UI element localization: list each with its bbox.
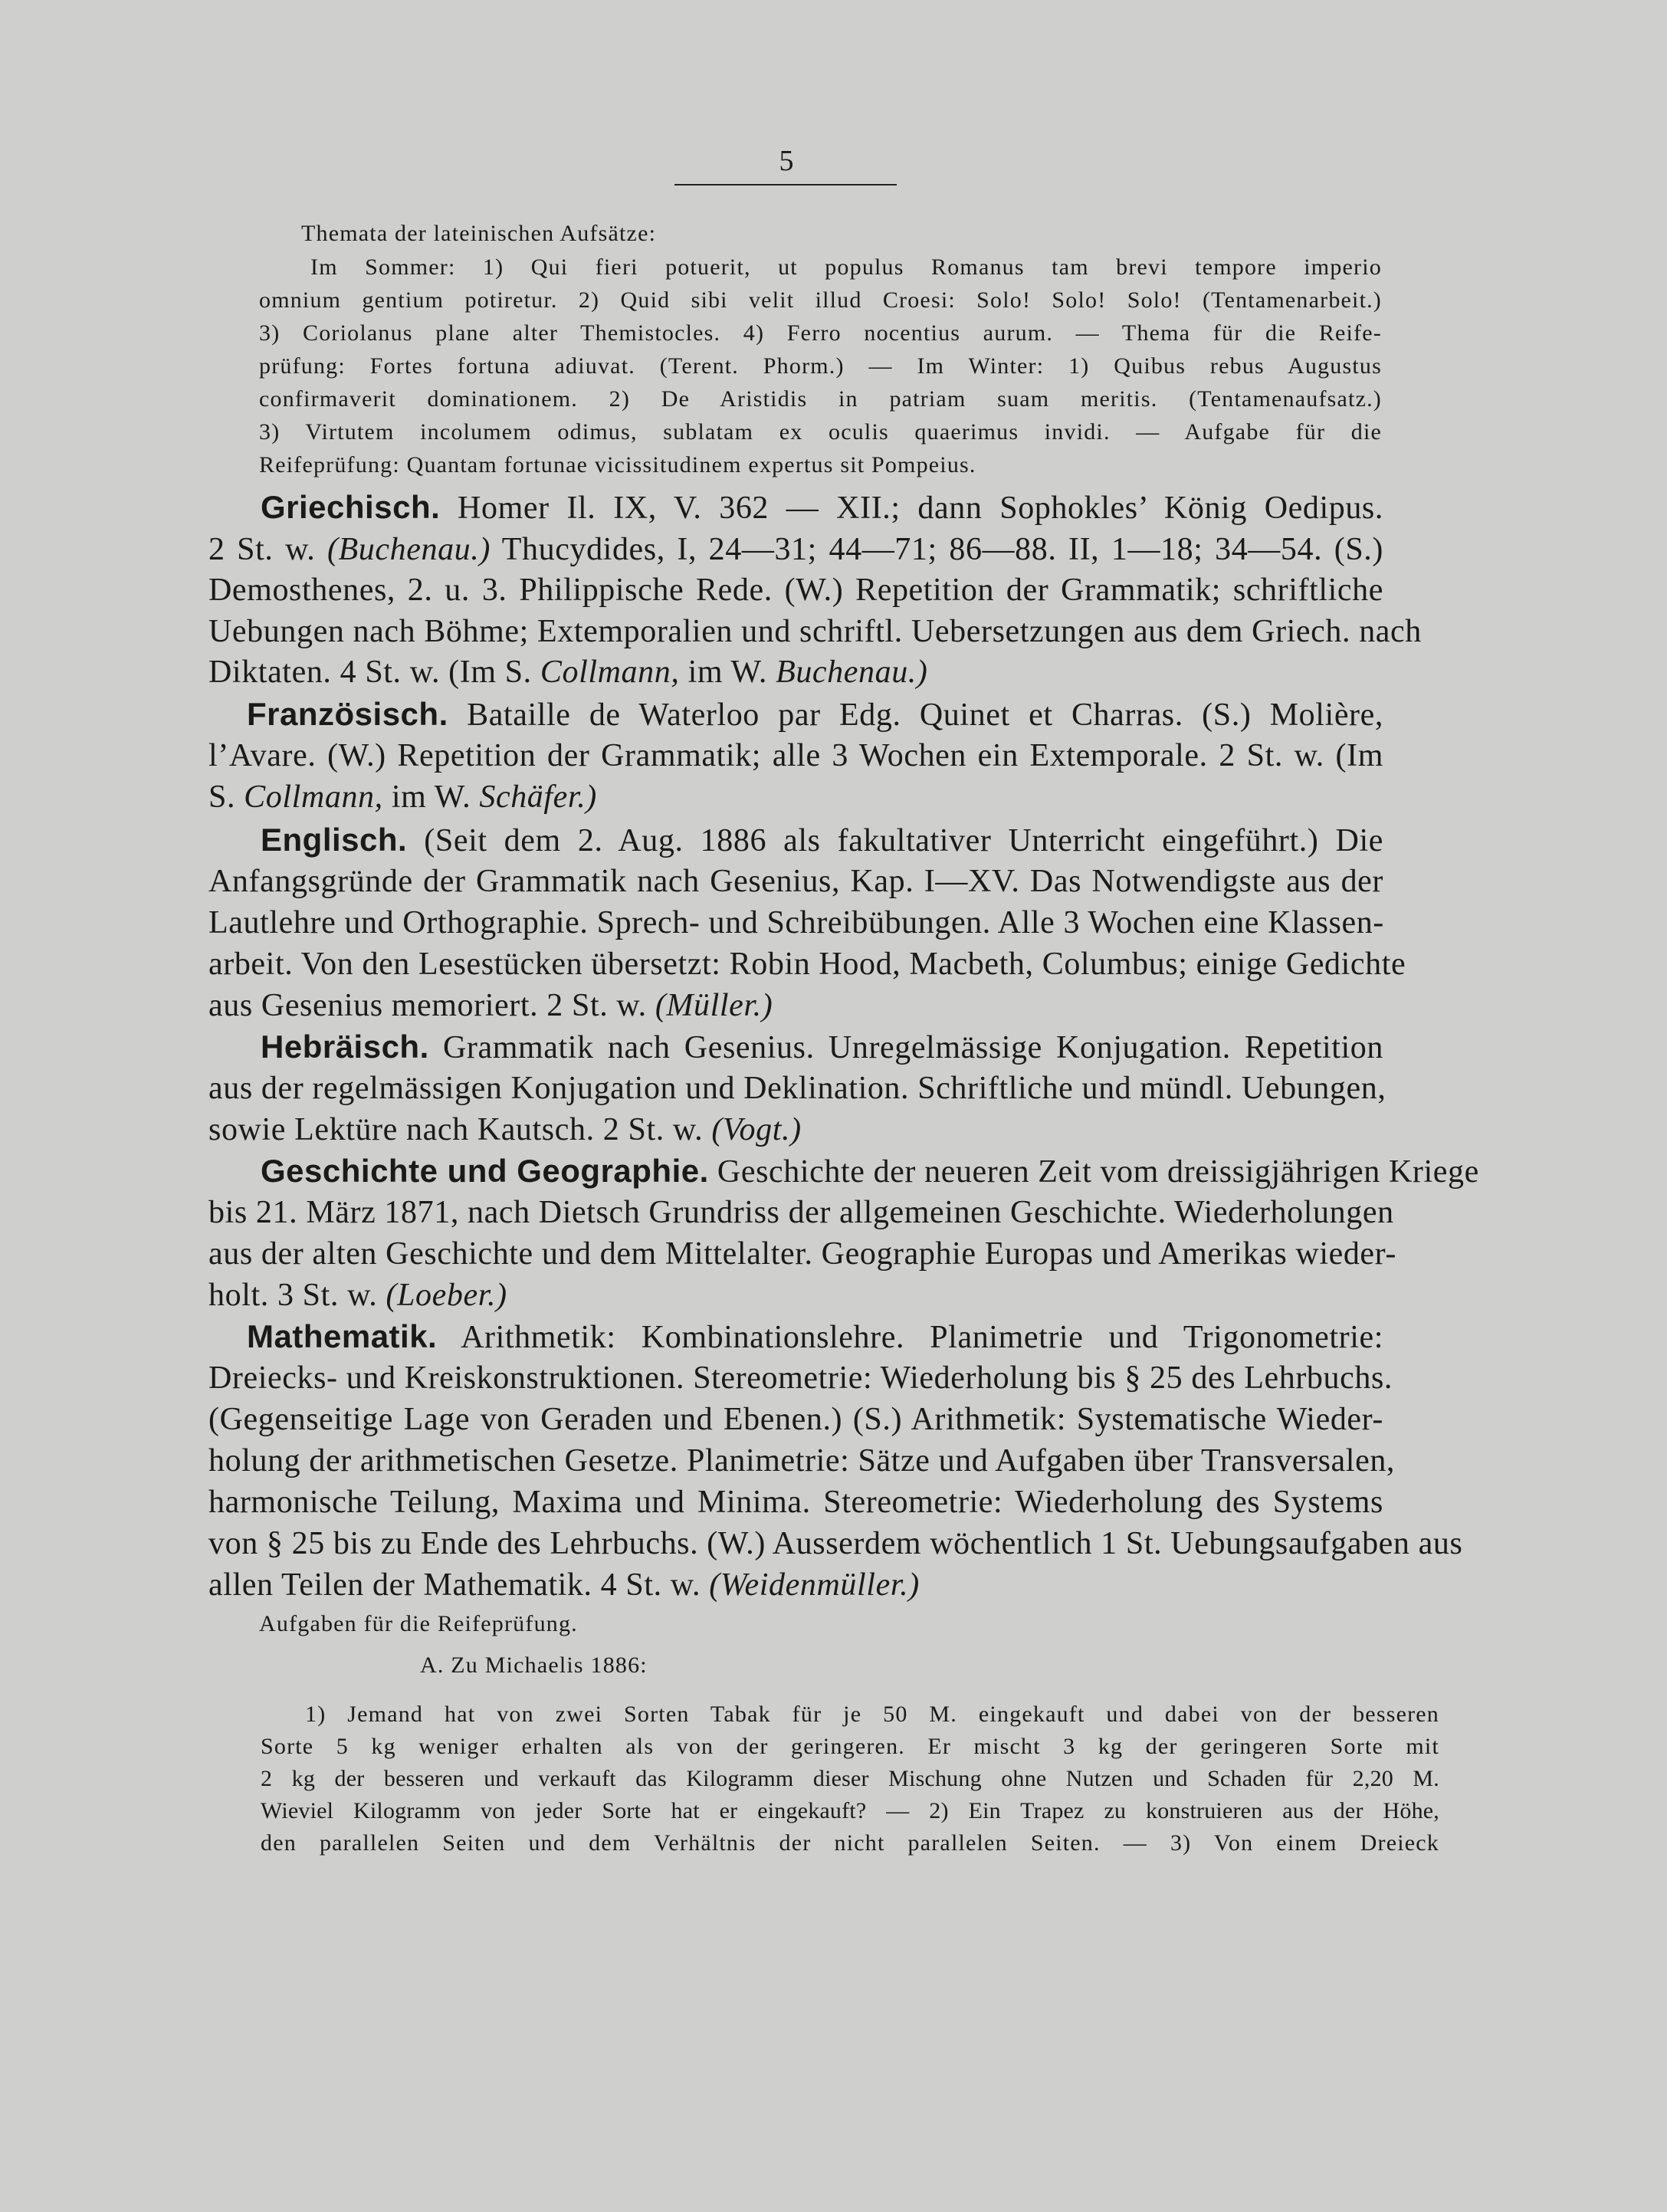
exam-line: Wieviel Kilogramm von jeder Sorte hat er eingekauft? — 2) Ein Trapez zu konstruieren aus der Höhe, bbox=[261, 1798, 1439, 1823]
griechisch-line-2: 2 St. w. (Buchenau.) Thucydides, I, 24—31; 44—71; 86—88. II, 1—18; 34—54. (S.) bbox=[208, 532, 1383, 567]
teacher-name: (Weidenmüller.) bbox=[709, 1567, 920, 1603]
header-rule bbox=[674, 184, 897, 185]
griechisch-line-1: Griechisch. Homer Il. IX, V. 362 — XII.; dann Sophokles’ König Oedipus. bbox=[261, 489, 1383, 526]
section-label-mathematik: Mathematik. bbox=[247, 1318, 438, 1354]
franzoesisch-line-2: l’Avare. (W.) Repetition der Grammatik; alle 3 Wochen ein Extemporale. 2 St. w. (Im bbox=[208, 738, 1383, 773]
section-label-griechisch: Griechisch. bbox=[261, 489, 441, 525]
exam-line: Sorte 5 kg weniger erhalten als von der geringeren. Er mischt 3 kg der geringeren Sorte mit bbox=[261, 1734, 1439, 1759]
hebraeisch-line-3: sowie Lektüre nach Kautsch. 2 St. w. (Vogt.) bbox=[208, 1112, 802, 1147]
mathematik-line-5: harmonische Teilung, Maxima und Minima. Stereometrie: Wiederholung des Systems bbox=[208, 1485, 1383, 1520]
geschichte-line-2: bis 21. März 1871, nach Dietsch Grundriss der allgemeinen Geschichte. Wiederholungen bbox=[208, 1195, 1394, 1230]
exam-line: 2 kg der besseren und verkauft das Kilogramm dieser Mischung ohne Nutzen und Schaden für 2,20 M. bbox=[261, 1766, 1439, 1791]
page-number: 5 bbox=[779, 145, 794, 177]
teacher-name: Collmann, bbox=[244, 779, 383, 815]
latin-line: omnium gentium potiretur. 2) Quid sibi velit illud Croesi: Solo! Solo! Solo! (Tentamenarbeit.) bbox=[259, 287, 1382, 313]
section-label-franzoesisch: Französisch. bbox=[247, 696, 448, 732]
section-label-geschichte: Geschichte und Geographie. bbox=[261, 1153, 709, 1189]
latin-line: confirmaverit dominationem. 2) De Aristidis in patriam suam meritis. (Tentamenaufsatz.) bbox=[259, 386, 1382, 412]
mathematik-line-1: Mathematik. Arithmetik: Kombinationslehre. Planimetrie und Trigonometrie: bbox=[247, 1318, 1383, 1355]
mathematik-line-6: von § 25 bis zu Ende des Lehrbuchs. (W.) Ausserdem wöchentlich 1 St. Uebungsaufgaben aus bbox=[208, 1526, 1463, 1561]
latin-heading: Themata der lateinischen Aufsätze: bbox=[301, 221, 657, 246]
mathematik-line-4: holung der arithmetischen Gesetze. Planimetrie: Sätze und Aufgaben über Transversalen, bbox=[208, 1443, 1396, 1478]
englisch-line-5: aus Gesenius memoriert. 2 St. w. (Müller.) bbox=[208, 988, 773, 1023]
teacher-name: (Loeber.) bbox=[386, 1278, 507, 1313]
latin-line: Reifeprüfung: Quantam fortunae vicissitudinem expertus sit Pompeius. bbox=[259, 452, 976, 478]
englisch-line-1: Englisch. (Seit dem 2. Aug. 1886 als fakultativer Unterricht eingeführt.) Die bbox=[261, 822, 1383, 858]
griechisch-line-3: Demosthenes, 2. u. 3. Philippische Rede. (W.) Repetition der Grammatik; schriftliche bbox=[208, 573, 1383, 608]
teacher-name: Schäfer.) bbox=[479, 779, 597, 815]
latin-line: 3) Virtutem incolumem odimus, sublatam ex oculis quaerimus invidi. — Aufgabe für die bbox=[259, 419, 1382, 445]
mathematik-line-2: Dreiecks- und Kreiskonstruktionen. Stereometrie: Wiederholung bis § 25 des Lehrbuchs. bbox=[208, 1360, 1393, 1396]
englisch-line-4: arbeit. Von den Lesestücken übersetzt: Robin Hood, Macbeth, Columbus; einige Gedichte bbox=[208, 947, 1406, 982]
teacher-name: (Müller.) bbox=[655, 988, 773, 1023]
exam-line: den parallelen Seiten und dem Verhältnis der nicht parallelen Seiten. — 3) Von einem Dreieck bbox=[261, 1830, 1439, 1856]
latin-line: prüfung: Fortes fortuna adiuvat. (Terent. Phorm.) — Im Winter: 1) Quibus rebus Augustus bbox=[259, 353, 1382, 379]
geschichte-line-4: holt. 3 St. w. (Loeber.) bbox=[208, 1278, 507, 1313]
teacher-name: Buchenau.) bbox=[776, 655, 928, 690]
latin-line: 3) Coriolanus plane alter Themistocles. 4) Ferro nocentius aurum. — Thema für die Reife- bbox=[259, 320, 1382, 346]
franzoesisch-line-3: S. Collmann, im W. Schäfer.) bbox=[208, 779, 597, 815]
hebraeisch-line-1: Hebräisch. Grammatik nach Gesenius. Unregelmässige Konjugation. Repetition bbox=[261, 1029, 1383, 1065]
griechisch-line-4: Uebungen nach Böhme; Extemporalien und schriftl. Uebersetzungen aus dem Griech. nach bbox=[208, 614, 1422, 649]
mathematik-line-3: (Gegenseitige Lage von Geraden und Ebenen.) (S.) Arithmetik: Systematische Wieder- bbox=[208, 1402, 1383, 1437]
exam-subheading: A. Zu Michaelis 1886: bbox=[420, 1652, 648, 1678]
exam-heading: Aufgaben für die Reifeprüfung. bbox=[259, 1611, 578, 1636]
franzoesisch-line-1: Französisch. Bataille de Waterloo par Edg. Quinet et Charras. (S.) Molière, bbox=[247, 696, 1383, 733]
latin-line: Im Sommer: 1) Qui fieri potuerit, ut populus Romanus tam brevi tempore imperio bbox=[310, 254, 1382, 280]
section-label-englisch: Englisch. bbox=[261, 822, 408, 858]
mathematik-line-7: allen Teilen der Mathematik. 4 St. w. (Weidenmüller.) bbox=[208, 1567, 920, 1603]
teacher-name: (Buchenau.) bbox=[327, 532, 491, 567]
englisch-line-2: Anfangsgründe der Grammatik nach Gesenius, Kap. I—XV. Das Notwendigste aus der bbox=[208, 864, 1383, 899]
englisch-line-3: Lautlehre und Orthographie. Sprech- und Schreibübungen. Alle 3 Wochen eine Klassen- bbox=[208, 905, 1384, 940]
griechisch-line-5: Diktaten. 4 St. w. (Im S. Collmann, im W. Buchenau.) bbox=[208, 655, 928, 690]
exam-line: 1) Jemand hat von zwei Sorten Tabak für je 50 M. eingekauft und dabei von der besseren bbox=[305, 1702, 1439, 1727]
hebraeisch-line-2: aus der regelmässigen Konjugation und Deklination. Schriftliche und mündl. Uebungen, bbox=[208, 1071, 1386, 1106]
section-label-hebraeisch: Hebräisch. bbox=[261, 1029, 429, 1065]
geschichte-line-1: Geschichte und Geographie. Geschichte der neueren Zeit vom dreissigjährigen Kriege bbox=[261, 1153, 1479, 1190]
teacher-name: (Vogt.) bbox=[711, 1112, 802, 1147]
teacher-name: Collmann, bbox=[540, 655, 680, 690]
geschichte-line-3: aus der alten Geschichte und dem Mittelalter. Geographie Europas und Amerikas wieder- bbox=[208, 1236, 1396, 1272]
